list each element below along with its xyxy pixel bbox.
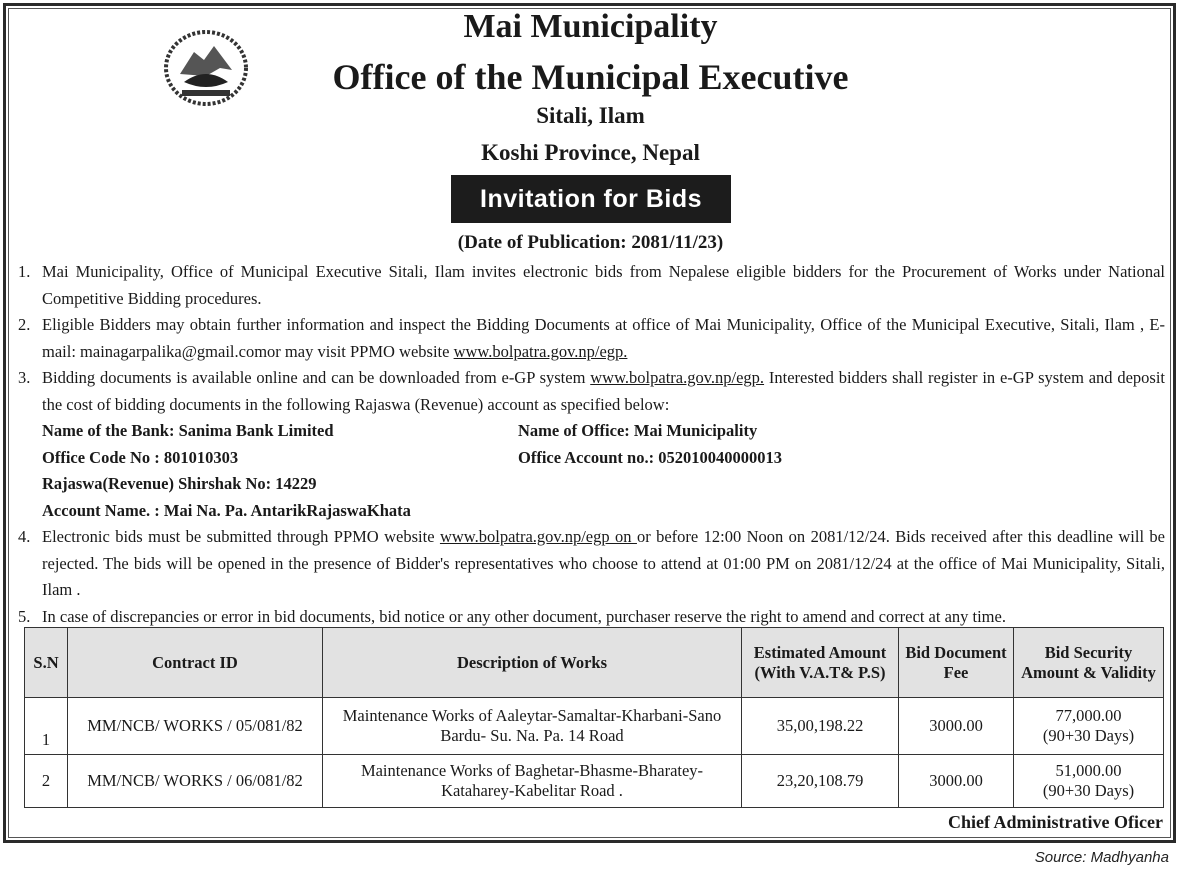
notice-title-banner: Invitation for Bids: [451, 175, 731, 223]
item-number: 2.: [18, 315, 31, 334]
item-text: Mai Municipality, Office of Municipal Executive Sitali, Ilam invites electronic bids from Nepalese eligible bidders for the Procurement of Works under National Competitive Bidding procedures.: [42, 262, 1165, 308]
source-credit: Source: Madhyanha: [1034, 849, 1169, 866]
cell-description: Maintenance Works of Baghetar-Bhasme-Bharatey-Kataharey-Kabelitar Road .: [323, 755, 742, 808]
list-item: [18, 365, 1165, 418]
list-item: [18, 259, 1165, 312]
cell-contract-id: MM/NCB/ WORKS / 05/081/82: [68, 698, 323, 755]
bolpatra-link[interactable]: www.bolpatra.gov.np/egp.: [453, 341, 628, 361]
cell-security: 51,000.00 (90+30 Days): [1014, 755, 1164, 808]
col-contract-id: Contract ID: [68, 628, 323, 698]
list-item: [18, 312, 1165, 365]
cell-security: 77,000.00 (90+30 Days): [1014, 698, 1164, 755]
cell-description: Maintenance Works of Aaleytar-Samaltar-Kharbani-Sano Bardu- Su. Na. Pa. 14 Road: [323, 698, 742, 755]
bids-table: [24, 627, 1164, 808]
item-number: 5.: [18, 606, 31, 626]
cell-sn: 2: [25, 755, 68, 808]
item-text: In case of discrepancies or error in bid documents, bid notice or any other document, purchaser reserve the right to amend and correct at any time.: [42, 606, 1006, 626]
item-number: 3.: [18, 368, 31, 387]
item-number: 1.: [18, 262, 31, 281]
notice-body: [18, 259, 1165, 630]
cell-fee: 3000.00: [899, 698, 1014, 755]
list-item: [18, 524, 1165, 604]
col-fee: Bid Document Fee: [899, 628, 1014, 698]
bank-details: [42, 418, 1165, 524]
item-text: Electronic bids must be submitted through PPMO website www.bolpatra.gov.np/egp on or before 12:00 Noon on 2081/12/24. Bids received after this deadline will be rejected. The bids will be opened in the presence of Bidder's representatives who choose to attend at 01:00 PM on 2081/12/24 at the office of Mai Municipality, Sitali, Ilam .: [42, 527, 1166, 599]
col-estimated: Estimated Amount (With V.A.T& P.S): [742, 628, 899, 698]
office-account-no: Office Account no.: 052010040000013: [518, 447, 782, 467]
cell-estimated: 23,20,108.79: [742, 755, 899, 808]
office-code: Office Code No : 801010303: [42, 447, 239, 467]
col-description: Description of Works: [323, 628, 742, 698]
location: Sitali, Ilam: [536, 103, 645, 128]
cell-fee: 3000.00: [899, 755, 1014, 808]
item-text: Bidding documents is available online and can be downloaded from e-GP system www.bolpatra.gov.np/egp. Interested bidders shall register in e-GP system and deposit the cost of bidding documents in the following Rajaswa (Revenue) account as specified below:: [42, 368, 1165, 414]
col-sn: S.N: [25, 628, 68, 698]
table-row: [25, 755, 1164, 808]
bolpatra-link[interactable]: www.bolpatra.gov.np/egp on: [439, 527, 637, 546]
municipality-name: Mai Municipality: [463, 8, 718, 45]
province: Koshi Province, Nepal: [481, 140, 700, 165]
cell-sn: 1: [25, 698, 68, 755]
signature: Chief Administrative Oficer: [948, 812, 1163, 832]
table-header-row: [25, 628, 1164, 698]
office-name-field: Name of Office: Mai Municipality: [518, 421, 758, 440]
bolpatra-link[interactable]: www.bolpatra.gov.np/egp.: [590, 368, 765, 387]
cell-estimated: 35,00,198.22: [742, 698, 899, 755]
account-name: Account Name. : Mai Na. Pa. AntarikRajaswaKhata: [42, 500, 411, 520]
col-security: Bid Security Amount & Validity: [1014, 628, 1164, 698]
item-text: Eligible Bidders may obtain further information and inspect the Bidding Documents at office of Mai Municipality, Office of the Municipal Executive, Sitali, Ilam , E-mail: mainagarpalika@gmail.comor may visit PPMO website www.bolpatra.gov.np/egp.: [42, 315, 1165, 361]
item-number: 4.: [18, 527, 31, 546]
table-row: [25, 698, 1164, 755]
cell-contract-id: MM/NCB/ WORKS / 06/081/82: [68, 755, 323, 808]
shirshak-no: Rajaswa(Revenue) Shirshak No: 14229: [42, 474, 317, 493]
bank-name: Name of the Bank: Sanima Bank Limited: [42, 421, 334, 440]
office-name: Office of the Municipal Executive: [332, 57, 849, 97]
publication-date: (Date of Publication: 2081/11/23): [457, 232, 724, 253]
